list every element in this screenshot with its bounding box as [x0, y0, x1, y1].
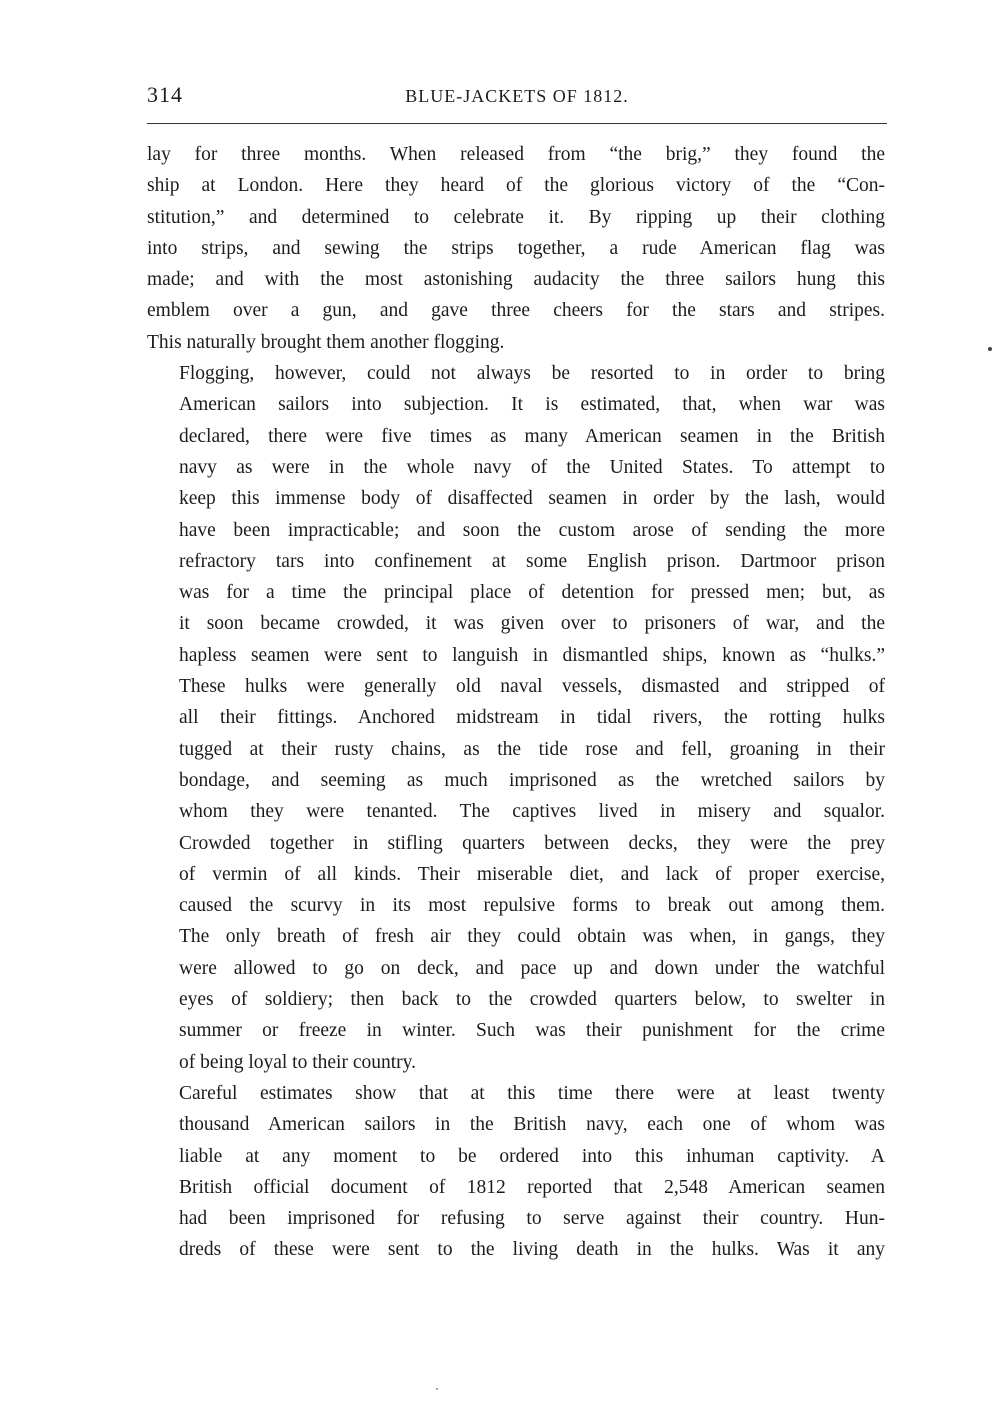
text-line: Careful estimates show that at this time there were at least twenty — [179, 1082, 885, 1104]
text-line: hapless seamen were sent to languish in dismantled ships, known as “hulks.” — [179, 644, 885, 666]
text-line: These hulks were generally old naval vessels, dismasted and stripped of — [179, 676, 885, 698]
text-line: British official document of 1812 reported that 2,548 American seamen — [179, 1176, 885, 1198]
text-line: The only breath of fresh air they could obtain was when, in gangs, they — [179, 926, 885, 948]
paragraph-2 — [147, 358, 885, 1078]
paragraph-1 — [147, 139, 885, 358]
text-line: Crowded together in stifling quarters between decks, they were the prey — [179, 832, 885, 854]
text-line: declared, there were five times as many American seamen in the British — [179, 425, 885, 447]
text-line: ship at London. Here they heard of the glorious victory of the “Con- — [147, 175, 885, 197]
text-line: American sailors into subjection. It is estimated, that, when war was — [179, 394, 885, 416]
text-line: had been imprisoned for refusing to serve against their country. Hun- — [179, 1208, 885, 1230]
text-line: summer or freeze in winter. Such was their punishment for the crime — [179, 1020, 885, 1042]
header-rule — [147, 123, 887, 124]
body-text — [147, 139, 885, 1266]
text-line: navy as were in the whole navy of the United States. To attempt to — [179, 456, 885, 478]
paragraph-3 — [147, 1078, 885, 1266]
text-line: into strips, and sewing the strips together, a rude American flag was — [147, 237, 885, 259]
running-head — [147, 82, 887, 112]
text-line: whom they were tenanted. The captives lived in misery and squalor. — [179, 801, 885, 823]
text-line: it soon became crowded, it was given over to prisoners of war, and the — [179, 613, 885, 635]
text-line: eyes of soldiery; then back to the crowded quarters below, to swelter in — [179, 989, 885, 1011]
text-line: were allowed to go on deck, and pace up and down under the watchful — [179, 957, 885, 979]
margin-speck — [988, 347, 992, 351]
text-line: bondage, and seeming as much imprisoned as the wretched sailors by — [179, 769, 885, 791]
text-line: Flogging, however, could not always be resorted to in order to bring — [179, 363, 885, 385]
text-line: emblem over a gun, and gave three cheers for the stars and stripes. — [147, 300, 885, 322]
text-line: lay for three months. When released from “the brig,” they found the — [147, 144, 885, 165]
text-line: have been impracticable; and soon the custom arose of sending the more — [179, 519, 885, 541]
text-line: thousand American sailors in the British navy, each one of whom was — [179, 1114, 885, 1136]
text-line: tugged at their rusty chains, as the tide rose and fell, groaning in their — [179, 738, 885, 760]
text-line: all their fittings. Anchored midstream in tidal rivers, the rotting hulks — [179, 707, 885, 729]
text-line: of vermin of all kinds. Their miserable diet, and lack of proper exercise, — [179, 863, 885, 885]
text-line: was for a time the principal place of detention for pressed men; but, as — [179, 582, 885, 604]
text-line: dreds of these were sent to the living death in the hulks. Was it any — [179, 1239, 885, 1261]
text-line: made; and with the most astonishing audacity the three sailors hung this — [147, 269, 885, 291]
text-line: liable at any moment to be ordered into this inhuman captivity. A — [179, 1145, 885, 1167]
text-line: of being loyal to their country. — [179, 1051, 417, 1073]
text-line: stitution,” and determined to celebrate it. By ripping up their clothing — [147, 206, 885, 228]
page-number: 314 — [147, 82, 183, 107]
text-line: keep this immense body of disaffected seamen in order by the lash, would — [179, 488, 885, 510]
footer-speck — [436, 1388, 438, 1390]
text-line: refractory tars into confinement at some English prison. Dartmoor prison — [179, 550, 885, 572]
text-line: caused the scurvy in its most repulsive forms to break out among them. — [179, 895, 885, 917]
running-title: BLUE-JACKETS OF 1812. — [405, 86, 629, 106]
text-line: This naturally brought them another flogging. — [147, 331, 505, 353]
